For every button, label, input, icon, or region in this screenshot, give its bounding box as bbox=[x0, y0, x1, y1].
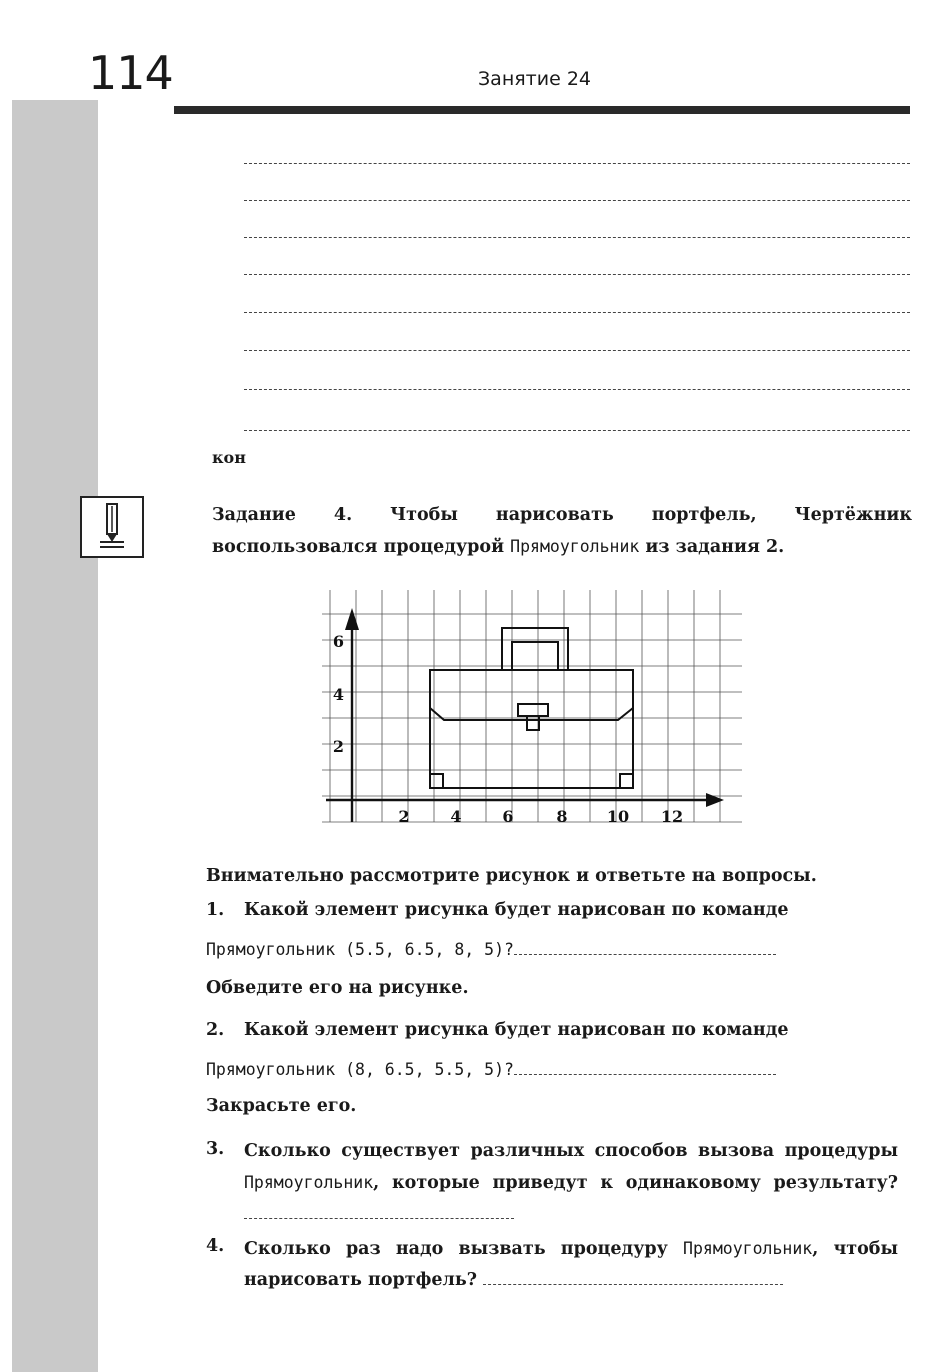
question-2-command bbox=[206, 1060, 776, 1080]
page-number: 114 bbox=[88, 46, 173, 100]
answer-line[interactable] bbox=[244, 274, 910, 275]
x-tick-label: 8 bbox=[556, 807, 568, 826]
answer-line[interactable] bbox=[244, 350, 910, 351]
procedure-name: Прямоугольник bbox=[510, 537, 640, 556]
answer-line[interactable] bbox=[244, 430, 910, 431]
question-text-part2: , чтобы нарисовать портфель? bbox=[244, 1239, 898, 1290]
question-4 bbox=[244, 1233, 898, 1296]
pencil-task-icon bbox=[80, 496, 144, 558]
question-text: Какой элемент рисунка будет нарисован по команде bbox=[244, 900, 789, 920]
question-number: 4. bbox=[206, 1236, 225, 1256]
question-number: 1. bbox=[206, 900, 225, 920]
question-2-instruction: Закрасьте его. bbox=[206, 1096, 357, 1116]
question-number: 3. bbox=[206, 1139, 225, 1159]
y-tick-label: 6 bbox=[332, 632, 344, 651]
command-text: Прямоугольник (5.5, 6.5, 8, 5)? bbox=[206, 940, 514, 959]
task-4-text bbox=[212, 500, 912, 563]
answer-line[interactable] bbox=[244, 389, 910, 390]
answer-field[interactable] bbox=[514, 940, 776, 955]
end-keyword: кон bbox=[212, 448, 246, 467]
command-text: Прямоугольник (8, 6.5, 5.5, 5)? bbox=[206, 1060, 514, 1079]
question-1-command bbox=[206, 940, 776, 960]
procedure-name: Прямоугольник bbox=[244, 1173, 374, 1192]
x-tick-label: 6 bbox=[502, 807, 514, 826]
answer-field[interactable] bbox=[244, 1204, 514, 1219]
y-tick-label: 4 bbox=[332, 685, 344, 704]
header-rule bbox=[174, 106, 910, 114]
question-number: 2. bbox=[206, 1020, 225, 1040]
answer-line[interactable] bbox=[244, 237, 910, 238]
x-tick-labels bbox=[398, 807, 683, 826]
margin-gray-bar bbox=[12, 100, 98, 1372]
question-3 bbox=[244, 1136, 898, 1230]
y-tick-label: 2 bbox=[332, 737, 344, 756]
task-text-part1: Чтобы нарисовать портфель, Чертёжник воспользовался процедурой bbox=[212, 505, 913, 557]
answer-line[interactable] bbox=[244, 312, 910, 313]
x-tick-label: 2 bbox=[398, 807, 410, 826]
answer-line[interactable] bbox=[244, 200, 910, 201]
lesson-title: Занятие 24 bbox=[478, 68, 591, 90]
answer-line[interactable] bbox=[244, 163, 910, 164]
question-text-part1: Сколько раз надо вызвать процедуру bbox=[244, 1239, 684, 1259]
question-1 bbox=[206, 900, 789, 920]
answer-field[interactable] bbox=[514, 1060, 776, 1075]
task-title: Задание 4. bbox=[212, 505, 353, 525]
briefcase bbox=[430, 628, 633, 788]
questions-intro: Внимательно рассмотрите рисунок и ответьте на вопросы. bbox=[206, 866, 817, 886]
briefcase-foot-left bbox=[430, 774, 443, 788]
y-tick-labels bbox=[333, 632, 344, 756]
x-tick-label: 10 bbox=[606, 807, 630, 826]
briefcase-figure bbox=[322, 590, 742, 830]
question-text-part2: , которые приведут к одинаковому результату? bbox=[373, 1173, 898, 1193]
briefcase-clasp-top bbox=[518, 704, 548, 716]
briefcase-foot-right bbox=[620, 774, 633, 788]
question-1-instruction: Обведите его на рисунке. bbox=[206, 978, 469, 998]
question-2 bbox=[206, 1020, 789, 1040]
procedure-name: Прямоугольник bbox=[683, 1239, 813, 1258]
x-tick-label: 12 bbox=[660, 807, 684, 826]
question-text: Какой элемент рисунка будет нарисован по команде bbox=[244, 1020, 789, 1040]
x-tick-label: 4 bbox=[450, 807, 462, 826]
task-text-part2: из задания 2. bbox=[639, 537, 785, 557]
question-text-part1: Сколько существует различных способов вызова процедуры bbox=[244, 1141, 898, 1161]
answer-field[interactable] bbox=[483, 1270, 783, 1285]
